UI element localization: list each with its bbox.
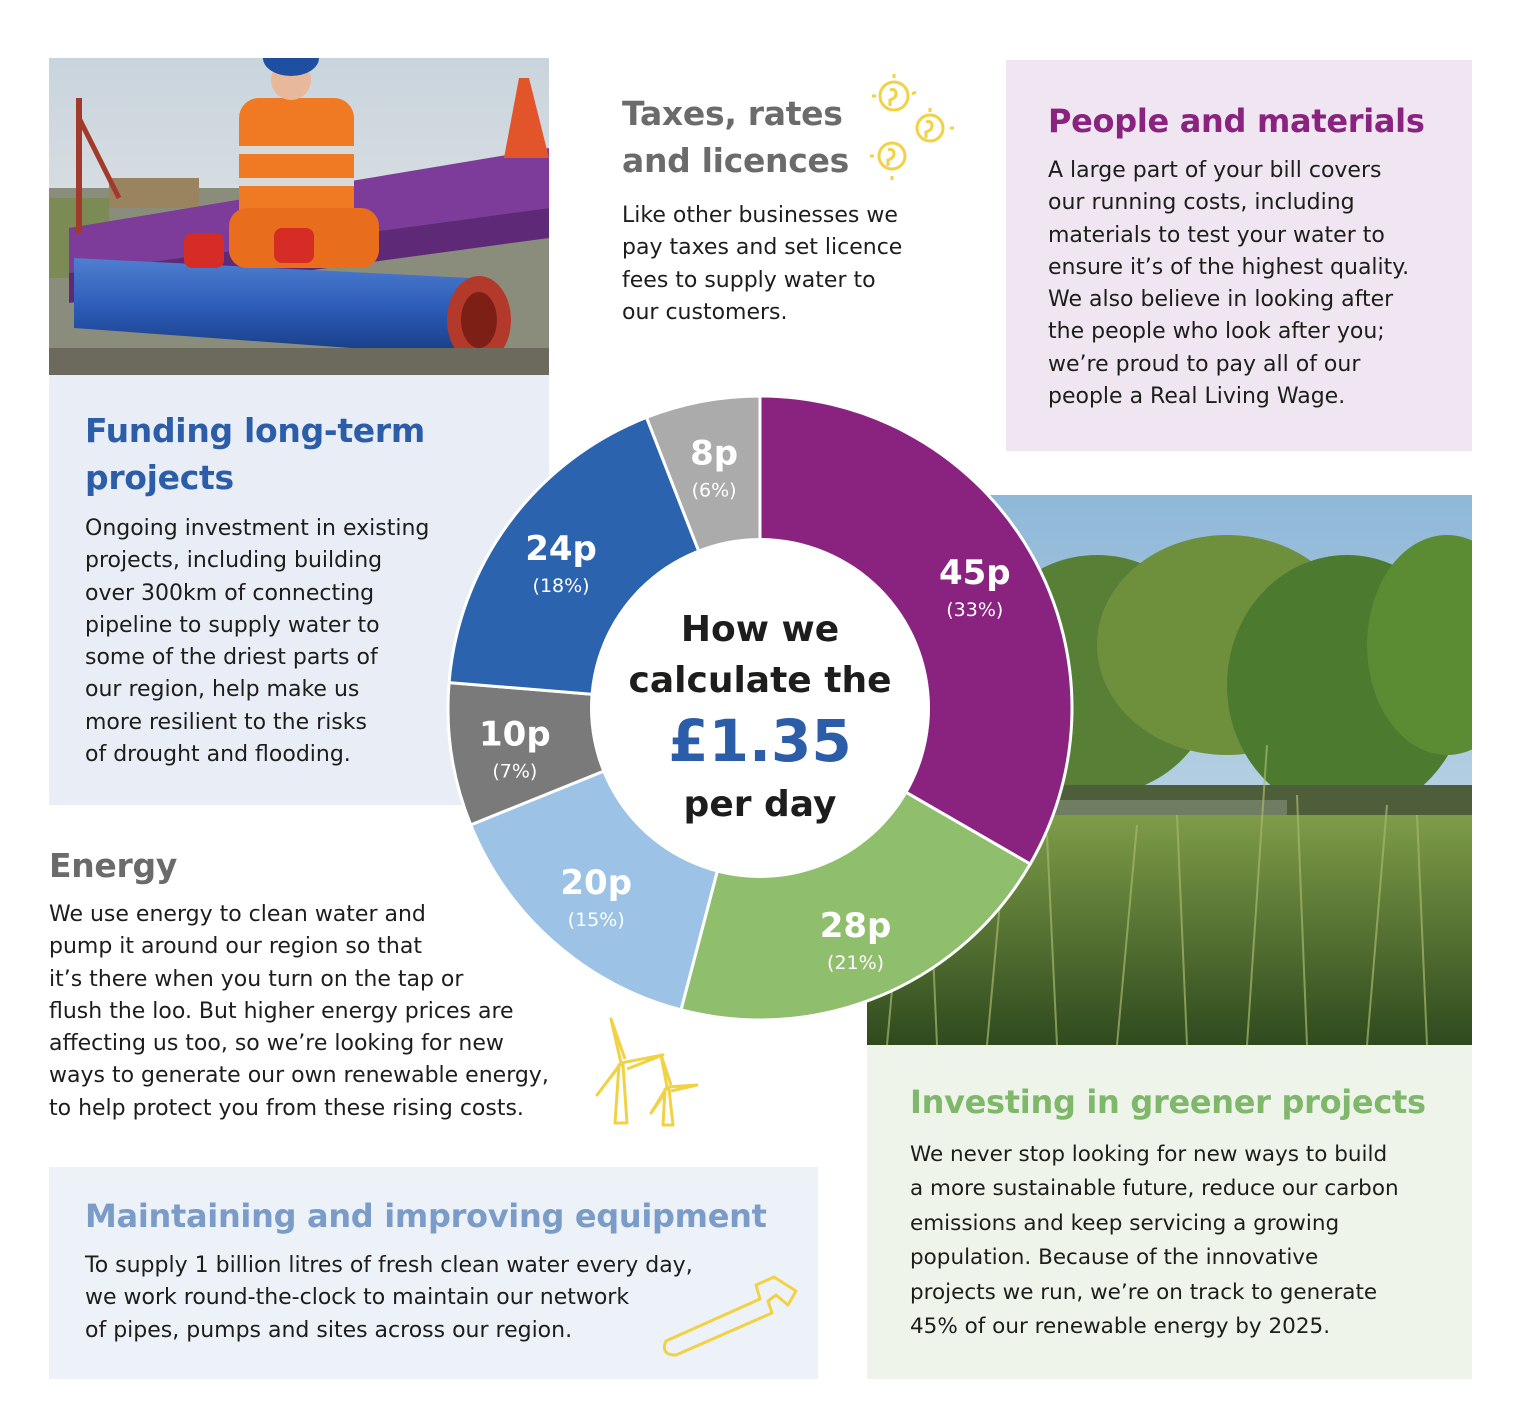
maintaining-text: To supply 1 billion litres of fresh clean water every day, we work round-the-clock to maintain our network of pipes, pumps and sites across our region. [85, 1253, 693, 1343]
slice-percent-label: (15%) [567, 909, 625, 932]
people-text: A large part of your bill covers our running costs, including materials to test your water to ensure it’s of the highest quality. We also believe in looking after the people who look after you; we’re proud to pay all of our people a Real Living Wage. [1048, 158, 1410, 410]
slice-value-label: 24p [525, 528, 597, 569]
slice-value-label: 28p [819, 905, 892, 946]
slice-percent-label: (7%) [492, 760, 538, 783]
energy-text: We use energy to clean water and pump it around our region so that it’s there when you turn on the tap or flush the loo. But higher energy prices are affecting us too, so we’re looking for new ways to generate our own renewable energy, to help protect you from these rising costs. [49, 902, 549, 1121]
taxes-text: Like other businesses we pay taxes and set licence fees to supply water to our customers. [622, 203, 903, 325]
greener-text: We never stop looking for new ways to build a more sustainable future, reduce our carbon emissions and keep servicing a growing population. Because of the innovative projects we run, we’re on track to generate 45% of our renewable energy by 2025. [910, 1142, 1399, 1340]
cost-breakdown-donut-chart [440, 388, 1080, 1028]
slice-value-label: 20p [560, 863, 633, 904]
maintaining-title: Maintaining and improving equipment [85, 1197, 767, 1235]
slice-percent-label: (6%) [691, 479, 737, 502]
center-line-1: How we [680, 609, 840, 650]
worker-with-pipe-photo [49, 58, 549, 375]
slice-value-label: 45p [938, 553, 1011, 593]
center-line-2: calculate the [628, 660, 892, 701]
center-line-4: per day [683, 784, 837, 825]
slice-percent-label: (33%) [946, 599, 1004, 621]
funding-text: Ongoing investment in existing projects, including building over 300km of connecting pipeline to supply water to some of the driest parts of our region, help make us more resilient to the risks of drought and flooding. [85, 516, 430, 768]
energy-title: Energy [49, 846, 178, 885]
slice-percent-label: (18%) [532, 574, 590, 597]
funding-title: Funding long-term projects [85, 411, 425, 497]
slice-value-label: 8p [690, 433, 739, 474]
wind-turbine-icon [593, 1015, 703, 1127]
center-amount: £1.35 [668, 707, 852, 775]
spanner-icon [652, 1271, 802, 1359]
slice-value-label: 10p [479, 714, 551, 755]
coins-icon [860, 72, 956, 184]
taxes-title: Taxes, rates and licences [622, 94, 849, 180]
slice-percent-label: (21%) [827, 951, 885, 974]
people-title: People and materials [1048, 102, 1425, 140]
greener-title: Investing in greener projects [910, 1083, 1426, 1121]
